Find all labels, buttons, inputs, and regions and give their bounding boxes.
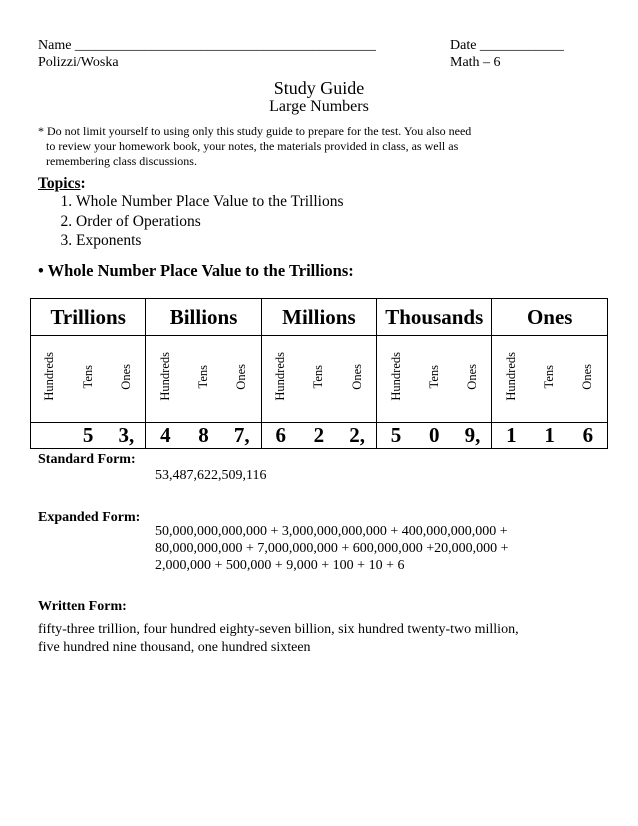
place-cell xyxy=(107,336,145,423)
digit-row xyxy=(31,423,608,449)
place-cell xyxy=(184,336,222,423)
place-label: Hundreds xyxy=(273,352,288,401)
written-form-label: Written Form: xyxy=(38,599,127,614)
topics-heading-text: Topics xyxy=(38,175,81,192)
place-cell xyxy=(453,336,491,423)
standard-form-label: Standard Form: xyxy=(38,452,136,467)
place-label: Hundreds xyxy=(503,352,518,401)
place-label: Ones xyxy=(234,363,249,390)
digit-cell: 6 xyxy=(261,423,299,449)
place-cell xyxy=(146,336,184,423)
place-cell xyxy=(492,336,530,423)
digit-cell xyxy=(31,423,69,449)
place-label: Hundreds xyxy=(388,352,403,401)
section-heading-text: Whole Number Place Value to the Trillions: xyxy=(47,261,354,280)
topics-list xyxy=(36,192,344,251)
place-value-section-heading xyxy=(38,261,354,281)
place-label: Ones xyxy=(464,363,479,390)
topics-heading-colon: : xyxy=(80,175,86,192)
place-cell xyxy=(415,336,453,423)
place-cell xyxy=(31,336,69,423)
name-field-label: Name ___________________________________________ xyxy=(38,38,376,53)
page-title: Study Guide xyxy=(273,78,365,98)
digit-cell: 1 xyxy=(492,423,530,449)
place-cell xyxy=(69,336,107,423)
place-label: Tens xyxy=(80,364,95,389)
date-field-label: Date ____________ xyxy=(450,38,564,53)
period-row xyxy=(31,299,608,336)
teachers-label: Polizzi/Woska xyxy=(38,55,119,70)
place-cell xyxy=(377,336,415,423)
place-label: Tens xyxy=(311,364,326,389)
standard-form-value: 53,487,622,509,116 xyxy=(155,468,267,483)
period-ones: Ones xyxy=(492,299,608,336)
period-millions: Millions xyxy=(261,299,376,336)
digit-cell: 2 xyxy=(300,423,338,449)
written-form-line-1: fifty-three trillion, four hundred eighty-seven billion, six hundred twenty-two million, xyxy=(38,622,519,637)
place-label: Ones xyxy=(349,363,364,390)
expanded-form-label: Expanded Form: xyxy=(38,510,141,525)
digit-cell: 5 xyxy=(377,423,415,449)
place-cell xyxy=(223,336,261,423)
page-subtitle: Large Numbers xyxy=(269,98,369,115)
bullet-icon: • xyxy=(38,261,44,280)
place-cell xyxy=(300,336,338,423)
digit-cell: 7, xyxy=(223,423,261,449)
note-line-3: remembering class discussions. xyxy=(46,154,197,168)
expanded-form-line-3: 2,000,000 + 500,000 + 9,000 + 100 + 10 + 6 xyxy=(155,558,405,573)
topic-item: 3. Exponents xyxy=(76,231,344,251)
digit-cell: 0 xyxy=(415,423,453,449)
place-cell xyxy=(261,336,299,423)
place-label: Tens xyxy=(196,364,211,389)
period-billions: Billions xyxy=(146,299,261,336)
place-cell xyxy=(338,336,376,423)
digit-cell: 8 xyxy=(184,423,222,449)
digit-cell: 1 xyxy=(530,423,568,449)
topics-heading xyxy=(38,175,86,193)
digit-cell: 3, xyxy=(107,423,145,449)
period-thousands: Thousands xyxy=(377,299,492,336)
note-line-2: to review your homework book, your notes, the materials provided in class, as well as xyxy=(46,139,459,153)
written-form-line-2: five hundred nine thousand, one hundred sixteen xyxy=(38,640,311,655)
place-label: Tens xyxy=(542,364,557,389)
digit-cell: 6 xyxy=(569,423,608,449)
place-row xyxy=(31,336,608,423)
place-label: Tens xyxy=(426,364,441,389)
place-cell xyxy=(530,336,568,423)
topic-item: 1. Whole Number Place Value to the Trillions xyxy=(76,192,344,212)
digit-cell: 5 xyxy=(69,423,107,449)
topic-item: 2. Order of Operations xyxy=(76,212,344,232)
digit-cell: 2, xyxy=(338,423,376,449)
digit-cell: 9, xyxy=(453,423,491,449)
expanded-form-line-1: 50,000,000,000,000 + 3,000,000,000,000 + 400,000,000,000 + xyxy=(155,524,508,539)
study-note xyxy=(38,124,508,169)
expanded-form-line-2: 80,000,000,000 + 7,000,000,000 + 600,000,000 +20,000,000 + xyxy=(155,541,509,556)
note-line-1: * Do not limit yourself to using only this study guide to prepare for the test. You also need xyxy=(38,124,472,138)
place-label: Ones xyxy=(580,363,595,390)
course-label: Math – 6 xyxy=(450,55,501,70)
place-label: Hundreds xyxy=(42,352,57,401)
place-label: Hundreds xyxy=(157,352,172,401)
place-cell xyxy=(569,336,608,423)
digit-cell: 4 xyxy=(146,423,184,449)
period-trillions: Trillions xyxy=(31,299,146,336)
place-value-table xyxy=(30,298,608,449)
place-label: Ones xyxy=(118,363,133,390)
